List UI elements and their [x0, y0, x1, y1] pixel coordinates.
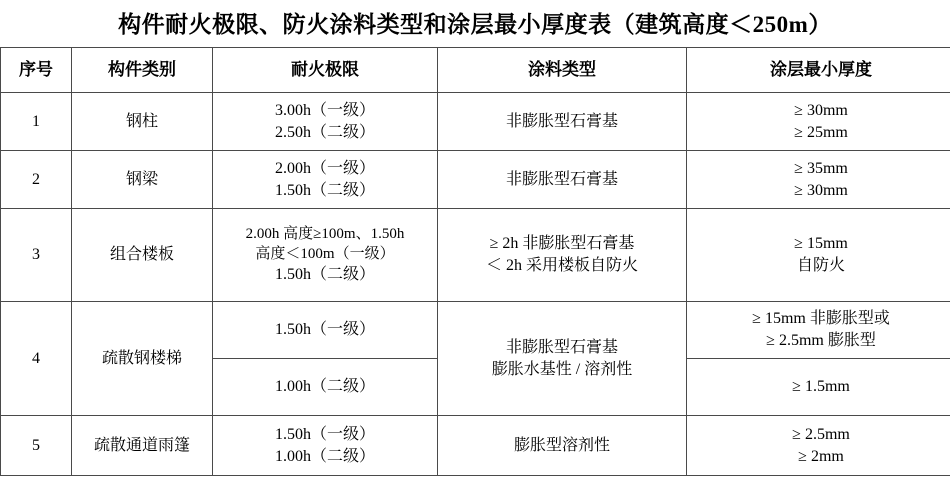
- cell-min-thickness: [687, 93, 950, 151]
- column-header-no: 序号: [1, 48, 72, 93]
- cell-no: 1: [1, 93, 72, 151]
- cell-min-thickness: [687, 151, 950, 209]
- table-row: [1, 416, 950, 476]
- cell-coating-type: [438, 93, 687, 151]
- table-body: [1, 93, 950, 476]
- cell-component: 疏散通道雨篷: [72, 416, 213, 476]
- cell-component: 组合楼板: [72, 209, 213, 302]
- cell-fire-limit: [213, 151, 438, 209]
- table-row: [1, 302, 950, 359]
- thickness-line: 自防火: [796, 257, 845, 274]
- thickness-line: ≥ 30mm: [794, 181, 848, 199]
- column-header-min-thickness: 涂层最小厚度: [687, 48, 950, 93]
- cell-min-thickness: [687, 416, 950, 476]
- thickness-line: ≥ 2.5mm 膨胀型: [766, 332, 876, 349]
- thickness-line: ≥ 1.5mm: [792, 378, 850, 396]
- fire-limit-line: 1.00h（二级）: [274, 378, 375, 396]
- thickness-line: ≥ 15mm: [794, 235, 848, 253]
- cell-fire-limit: [213, 416, 438, 476]
- page-title: 构件耐火极限、防火涂料类型和涂层最小厚度表（建筑高度＜250m）: [118, 12, 832, 37]
- cell-no: 5: [1, 416, 72, 476]
- cell-min-thickness: [687, 302, 950, 359]
- fire-limit-line: 1.50h（一级）: [274, 321, 375, 339]
- cell-coating-type: [438, 416, 687, 476]
- fire-limit-line: 1.00h（二级）: [274, 447, 375, 465]
- fire-limit-line: 2.00h（一级）: [274, 159, 375, 177]
- coating-line: 非膨胀型石膏基: [505, 112, 618, 130]
- fire-limit-line: 1.50h（二级）: [274, 181, 375, 199]
- cell-no: 2: [1, 151, 72, 209]
- cell-fire-limit: [213, 359, 438, 416]
- cell-min-thickness: [687, 209, 950, 302]
- column-header-component: 构件类别: [72, 48, 213, 93]
- coating-line: ＜ 2h 采用楼板自防火: [485, 257, 638, 274]
- table-row: [1, 151, 950, 209]
- fire-limit-line: 2.50h（二级）: [274, 123, 375, 141]
- fire-limit-line: 1.50h（一级）: [274, 425, 375, 443]
- fire-limit-line: 高度＜100m（一级）: [255, 246, 395, 263]
- fire-limit-line: 1.50h（二级）: [274, 266, 375, 284]
- cell-coating-type: [438, 302, 687, 416]
- thickness-line: ≥ 25mm: [794, 123, 848, 141]
- cell-coating-type: [438, 151, 687, 209]
- thickness-line: ≥ 2mm: [798, 447, 844, 465]
- thickness-line: ≥ 35mm: [794, 159, 848, 177]
- coating-line: 膨胀型溶剂性: [513, 436, 610, 454]
- cell-component: 钢柱: [72, 93, 213, 151]
- thickness-line: ≥ 2.5mm: [792, 425, 850, 443]
- column-header-fire-limit: 耐火极限: [213, 48, 438, 93]
- thickness-line: ≥ 30mm: [794, 101, 848, 119]
- coating-line: ≥ 2h 非膨胀型石膏基: [489, 235, 635, 253]
- cell-min-thickness: [687, 359, 950, 416]
- column-header-coating-type: 涂料类型: [438, 48, 687, 93]
- cell-coating-type: [438, 209, 687, 302]
- coating-line: 非膨胀型石膏基: [505, 338, 618, 356]
- coating-line: 膨胀水基性 / 溶剂性: [491, 360, 633, 378]
- fire-resistance-table: [0, 47, 950, 476]
- cell-fire-limit: [213, 209, 438, 302]
- table-header-row: [1, 48, 950, 93]
- table-row: [1, 93, 950, 151]
- cell-component: 疏散钢楼梯: [72, 302, 213, 416]
- fire-limit-line: 2.00h 高度≥100m、1.50h: [245, 225, 405, 242]
- cell-no: 4: [1, 302, 72, 416]
- table-row: [1, 209, 950, 302]
- fire-limit-line: 3.00h（一级）: [274, 101, 375, 119]
- cell-fire-limit: [213, 93, 438, 151]
- cell-fire-limit: [213, 302, 438, 359]
- table-header: [1, 48, 950, 93]
- cell-component: 钢梁: [72, 151, 213, 209]
- coating-line: 非膨胀型石膏基: [505, 170, 618, 188]
- thickness-line: ≥ 15mm 非膨胀型或: [752, 310, 890, 328]
- cell-no: 3: [1, 209, 72, 302]
